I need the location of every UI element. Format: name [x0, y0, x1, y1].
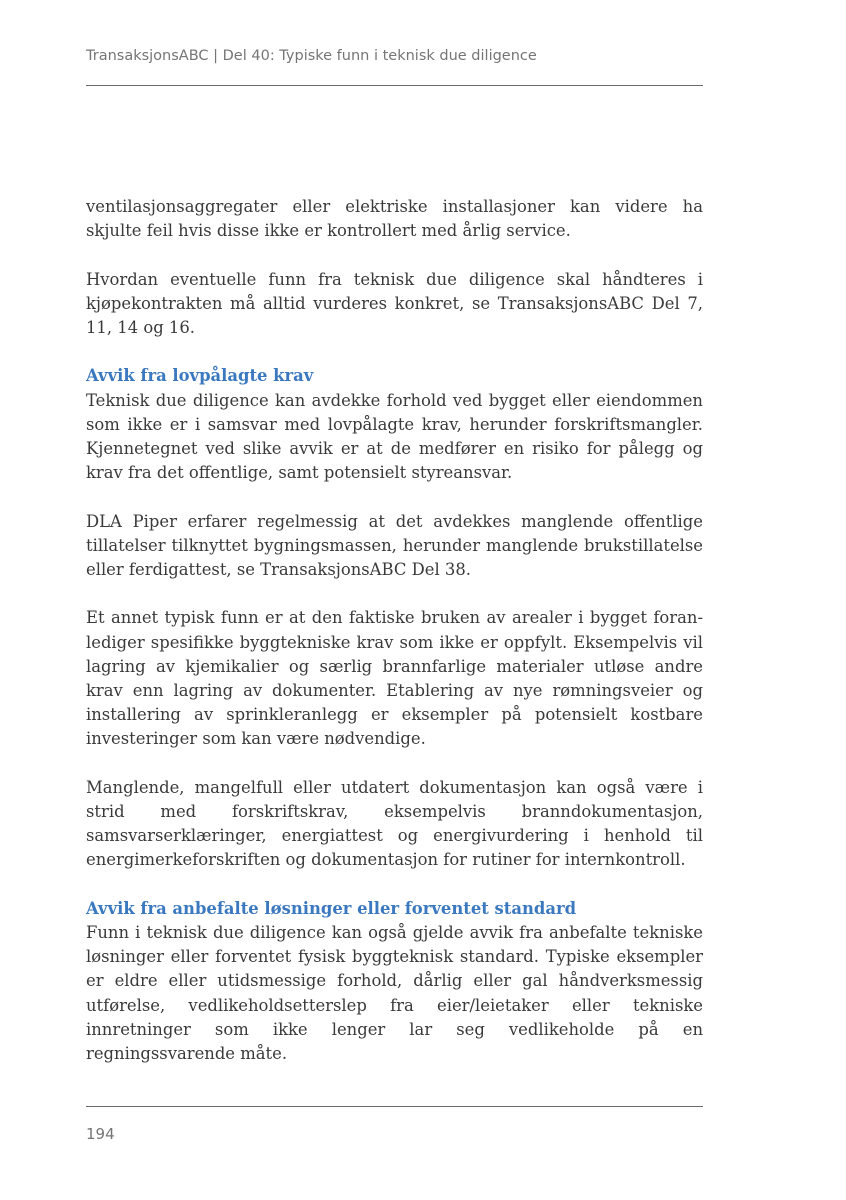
paragraph: Funn i teknisk due diligence kan også gjelde avvik fra anbefalte tekniske løsninger eller forventet fysisk byggteknisk standard. Typiske eksempler er eldre eller utidsmessige forhold, dårlig eller gal håndverksmessig utførelse, vedlikeholdsetterslep fra eier/leietaker eller tekniske innretninger som ikke lenger lar seg vedlikeholde på en regningssvarende måte.	[86, 923, 703, 1064]
paragraph: Hvordan eventuelle funn fra teknisk due diligence skal håndteres i kjøpekontrakten må alltid vurderes konkret, se TransaksjonsABC Del 7, 11, 14 og 16.	[86, 269, 703, 337]
running-header: TransaksjonsABC | Del 40: Typiske funn i teknisk due diligence	[86, 48, 537, 64]
section-heading: Avvik fra lovpålagte krav	[86, 366, 314, 386]
paragraph: Teknisk due diligence kan avdekke forhold ved bygget eller eiendommen som ikke er i samsvar med lovpålagte krav, herunder forskriftsmangler. Kjennetegnet ved slike avvik er at de medfører en risiko for pålegg og krav fra det offentlige, samt potensielt styreansvar.	[86, 390, 703, 483]
page-number: 194	[86, 1125, 115, 1143]
section-heading: Avvik fra anbefalte løsninger eller forventet standard	[86, 898, 577, 918]
paragraph: Et annet typisk funn er at den faktiske bruken av arealer i bygget foranlediger spesifikke byggtekniske krav som ikke er oppfylt. Eksempelvis vil lagring av kjemikalier og særlig brannfarlige materialer utløse andre krav enn lagring av dokumenter. Etablering av nye rømningsveier og installering av sprinkleranlegg er eksempler på potensielt kostbare investeringer som kan være nødvendige.	[86, 608, 703, 749]
paragraph: DLA Piper erfarer regelmessig at det avdekkes manglende offentlige tillatelser tilknyttet bygningsmassen, herunder manglende brukstillatelse eller ferdigattest, se TransaksjonsABC Del 38.	[86, 511, 703, 579]
page-body	[86, 195, 703, 1066]
header-divider	[86, 85, 703, 86]
paragraph: ventilasjonsaggregater eller elektriske installasjoner kan videre ha skjulte feil hvis disse ikke er kontrollert med årlig service.	[86, 197, 703, 241]
footer-divider	[86, 1106, 703, 1107]
paragraph: Manglende, mangelfull eller utdatert dokumentasjon kan også være i strid med forskriftskrav, eksempelvis branndokumentasjon, samsvarserklæringer, energiattest og energivurdering i henhold til energimerkeforskriften og dokumentasjon for rutiner for internkontroll.	[86, 777, 703, 870]
